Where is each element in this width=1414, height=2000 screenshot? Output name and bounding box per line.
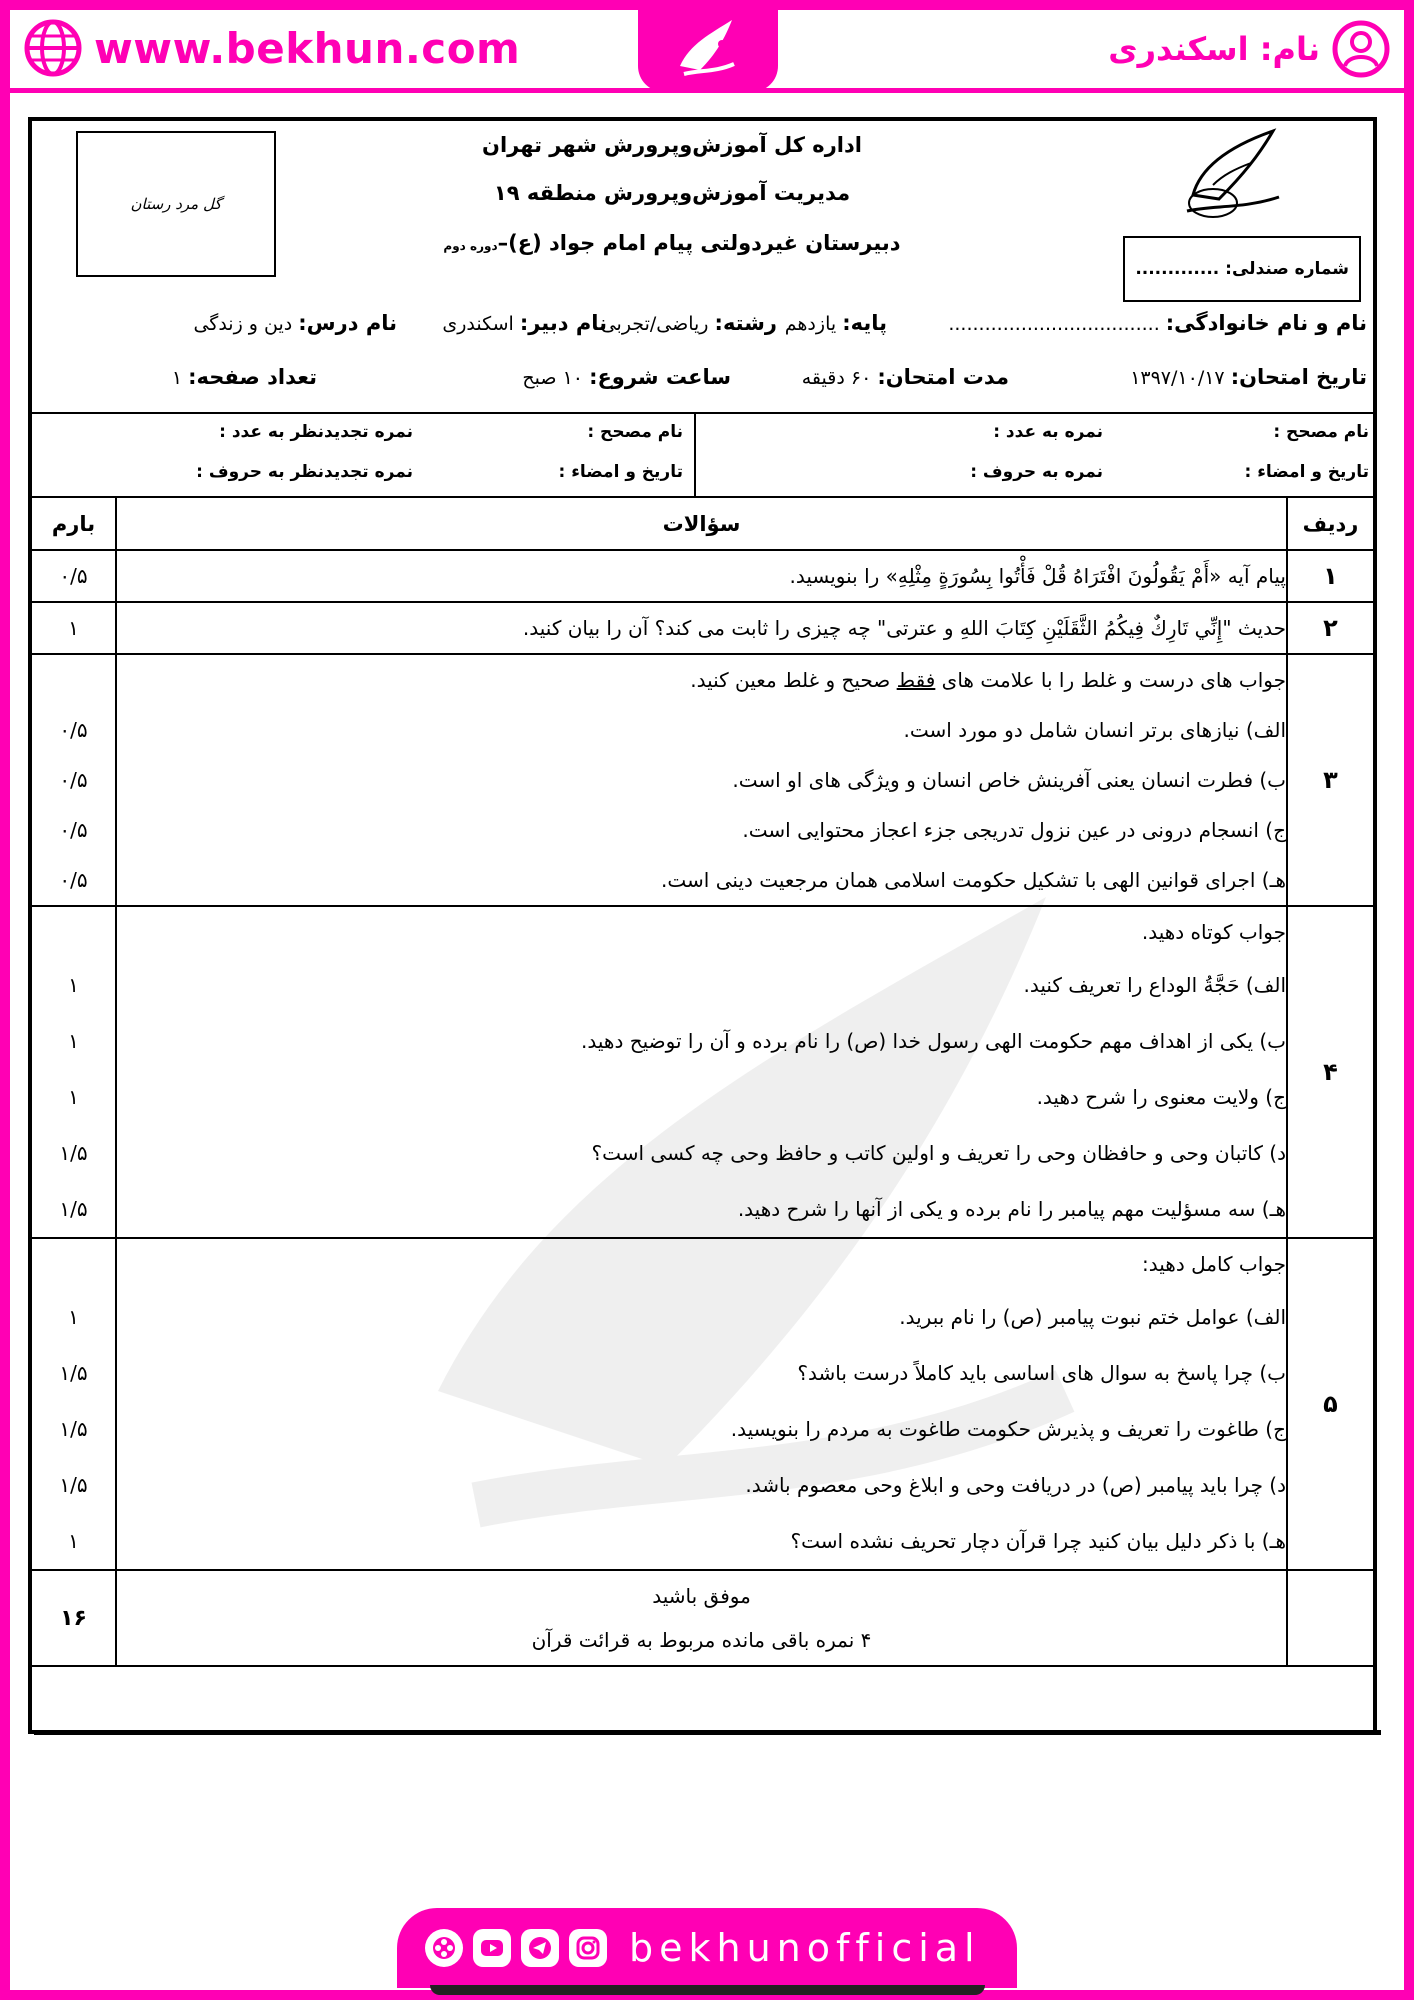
globe-icon (24, 19, 82, 77)
table-row (32, 906, 1373, 1238)
question-intro: جواب کوتاه دهید. (1141, 920, 1286, 944)
question-number: ۱ (1287, 550, 1373, 602)
score-value: ۰/۵ (59, 718, 88, 742)
score-value: ۱ (68, 1085, 79, 1109)
title-district: مدیریت آموزش‌وپرورش منطقه ۱۹ (493, 181, 851, 205)
score-value: ۱ (68, 973, 79, 997)
question-score (32, 602, 116, 654)
teacher-info: نام دبیر: اسکندری (442, 311, 607, 335)
signature-box: گل مرد رستان (76, 131, 276, 277)
total-score: ۱۶ (32, 1570, 116, 1666)
questions-table (32, 498, 1373, 1667)
score-value: ۰/۵ (59, 564, 88, 588)
table-row (32, 1238, 1373, 1570)
title-school (392, 231, 952, 255)
question-line: ج) انسجام درونی در عین نزول تدریجی جزء اعجاز محتوایی است. (742, 818, 1286, 842)
score-value: ۱ (68, 616, 79, 640)
table-footer-row (32, 1570, 1373, 1666)
field-info: رشته: ریاضی/تجربی (600, 311, 777, 335)
question-score (32, 906, 116, 1238)
col-score-header: بارم (32, 498, 116, 550)
youtube-icon[interactable] (473, 1929, 511, 1967)
question-line: ب) فطرت انسان یعنی آفرینش خاص انسان و ویژگی های او است. (732, 768, 1286, 792)
question-text (116, 654, 1287, 906)
question-text (116, 550, 1287, 602)
question-line: پیام آیه «أَمْ يَقُولُونَ افْتَرَاهُ قُلْ فَأْتُوا بِسُورَةٍ مِثْلِهِ» را بنویسید. (789, 564, 1286, 588)
school-emblem-icon (1173, 125, 1293, 235)
question-line: د) کاتبان وحی و حافظان وحی را تعریف و اولین کاتب و حافظ وحی چه کسی است؟ (591, 1141, 1286, 1165)
website-url: www.bekhun.com (94, 23, 521, 73)
question-number: ۴ (1287, 906, 1373, 1238)
table-row (32, 602, 1373, 654)
exam-start: ساعت شروع: ۱۰ صبح (522, 365, 731, 389)
page-count: تعداد صفحه: ۱ (171, 365, 317, 389)
exam-duration: مدت امتحان: ۶۰ دقیقه (801, 365, 1009, 389)
question-line: ج) ولایت معنوی را شرح دهید. (1036, 1085, 1286, 1109)
telegram-icon[interactable] (521, 1929, 559, 1967)
col-row-header: ردیف (1287, 498, 1373, 550)
good-luck-text: موفق باشید (652, 1584, 751, 1608)
brand-logo-icon (670, 14, 746, 86)
social-bar (397, 1908, 1017, 1988)
score-value: ۱/۵ (59, 1197, 88, 1221)
top-bar (10, 10, 1404, 93)
corrector-name-label: نام مصحح : (1273, 422, 1369, 442)
instagram-icon[interactable] (569, 1929, 607, 1967)
question-line: ج) طاغوت را تعریف و پذیرش حکومت طاغوت به مردم را بنویسید. (730, 1417, 1286, 1441)
question-line: الف) حَجَّةُ الوداع را تعریف کنید. (1023, 973, 1286, 997)
question-score (32, 654, 116, 906)
brand-logo (638, 8, 778, 92)
table-row (32, 654, 1373, 906)
question-line: حدیث "إِنِّي تَارِكٌ فِيكُمُ الثَّقَلَيْنِ كِتَابَ اللهِ و عترتی" چه چیزی را ثابت می کند؟ آن را بیان کنید. (522, 616, 1286, 640)
question-text (116, 1238, 1287, 1570)
question-line: الف) عوامل ختم نبوت پیامبر (ص) را نام ببرید. (899, 1305, 1286, 1329)
question-intro: جواب کامل دهید: (1142, 1252, 1286, 1276)
school-name: دبیرستان غیردولتی پیام امام جواد (ع)– (497, 231, 901, 255)
date-sign-label: تاریخ و امضاء : (1244, 462, 1369, 482)
question-text (116, 906, 1287, 1238)
review-words-label: نمره تجدیدنظر به حروف : (196, 462, 413, 482)
exam-header (32, 121, 1373, 412)
question-line: ب) یکی از اهداف مهم حکومت الهی رسول خدا (ص) را نام برده و آن را توضیح دهید. (581, 1029, 1286, 1053)
aparat-icon[interactable] (425, 1929, 463, 1967)
score-number-label: نمره به عدد : (993, 422, 1103, 442)
question-number: ۵ (1287, 1238, 1373, 1570)
score-value: ۰/۵ (59, 868, 88, 892)
question-intro: جواب های درست و غلط را با علامت های فقط صحیح و غلط معین کنید. (690, 668, 1286, 692)
exam-paper (28, 117, 1377, 1734)
quran-note-text: ۴ نمره باقی مانده مربوط به قرائت قرآن (531, 1628, 872, 1652)
social-handle[interactable]: bekhunofficial (629, 1926, 981, 1970)
name-field[interactable]: نام و نام خانوادگی: ................................... (948, 311, 1367, 335)
score-value: ۰/۵ (59, 768, 88, 792)
social-bar-shadow (430, 1985, 985, 1995)
title-office: اداره کل آموزش‌وپرورش شهر تهران (482, 133, 862, 157)
question-line: هـ) سه مسؤلیت مهم پیامبر را نام برده و یکی از آنها را شرح دهید. (737, 1197, 1286, 1221)
question-line: د) چرا باید پیامبر (ص) در دریافت وحی و ابلاغ وحی معصوم باشد. (745, 1473, 1286, 1497)
grading-divider (694, 414, 696, 498)
score-value: ۰/۵ (59, 818, 88, 842)
score-value: ۱ (68, 1305, 79, 1329)
score-value: ۱/۵ (59, 1361, 88, 1385)
question-line: هـ) با ذکر دلیل بیان کنید چرا قرآن دچار تحریف نشده است؟ (790, 1529, 1286, 1553)
question-score (32, 1238, 116, 1570)
question-line: هـ) اجرای قوانین الهی با تشکیل حکومت اسلامی همان مرجعیت دینی است. (661, 868, 1286, 892)
question-score (32, 550, 116, 602)
question-line: الف) نیازهای برتر انسان شامل دو مورد است. (903, 718, 1286, 742)
paper-shadow (34, 1730, 1381, 1735)
col-questions-header: سؤالات (116, 498, 1287, 550)
grading-section (32, 412, 1373, 498)
table-row (32, 550, 1373, 602)
course-info: نام درس: دین و زندگی (193, 311, 397, 335)
score-value: ۱/۵ (59, 1141, 88, 1165)
student-name-text: نام: اسکندری (1108, 30, 1320, 68)
exam-date: تاریخ امتحان: ۱۳۹۷/۱۰/۱۷ (1130, 365, 1367, 389)
footer-note (116, 1570, 1287, 1666)
score-value: ۱/۵ (59, 1473, 88, 1497)
corrector-name-label-2: نام مصحح : (587, 422, 683, 442)
score-value: ۱ (68, 1529, 79, 1553)
school-period: دوره دوم (443, 239, 498, 253)
question-number: ۳ (1287, 654, 1373, 906)
question-line: ب) چرا پاسخ به سوال های اساسی باید کاملاً درست باشد؟ (797, 1361, 1286, 1385)
student-name (1108, 20, 1390, 78)
score-words-label: نمره به حروف : (970, 462, 1103, 482)
score-value: ۱/۵ (59, 1417, 88, 1441)
grade-info: پایه: یازدهم (784, 311, 887, 335)
seat-number: شماره صندلی: ............. (1123, 236, 1361, 302)
review-number-label: نمره تجدیدنظر به عدد : (219, 422, 413, 442)
score-value: ۱ (68, 1029, 79, 1053)
date-sign-label-2: تاریخ و امضاء : (558, 462, 683, 482)
question-text (116, 602, 1287, 654)
question-number: ۲ (1287, 602, 1373, 654)
table-header-row (32, 498, 1373, 550)
user-icon (1332, 20, 1390, 78)
website-link[interactable] (24, 18, 520, 78)
